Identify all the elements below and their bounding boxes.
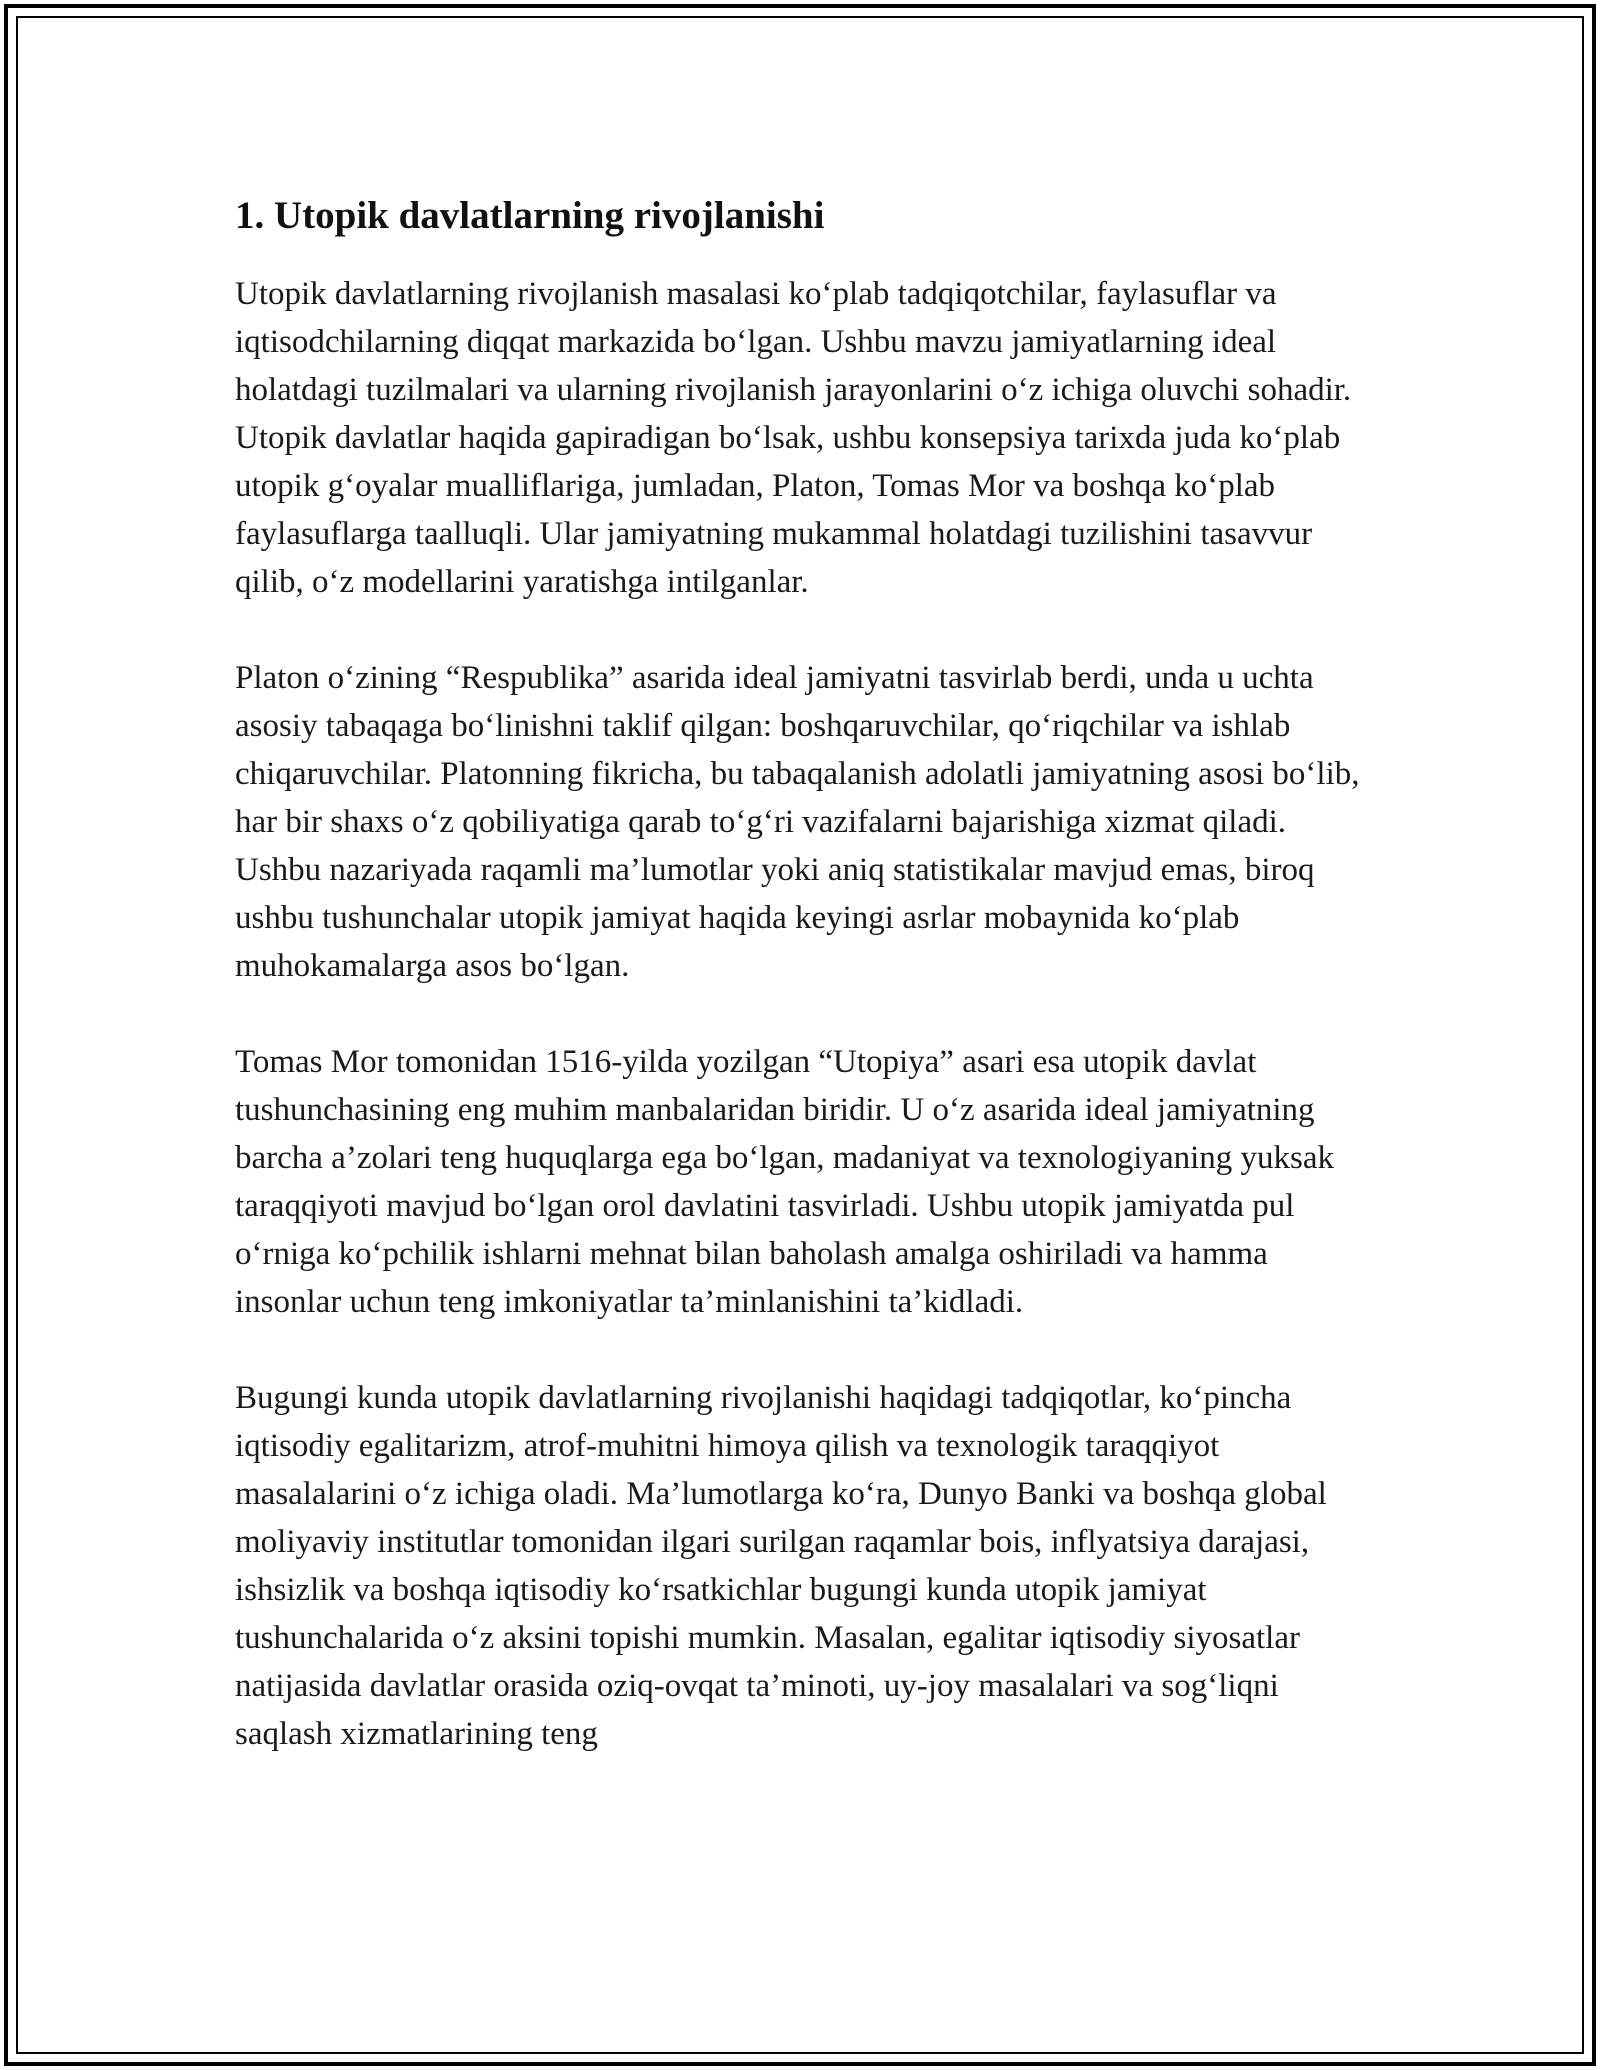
paragraph-4: Bugungi kunda utopik davlatlarning rivojlanishi haqidagi tadqiqotlar, ko‘pincha iqtisodiy egalitarizm, atrof-muhitni himoya qilish va texnologik taraqqiyot masalalarini o‘z ichiga oladi. Ma’lumotlarga ko‘ra, Dunyo Banki va boshqa global moliyaviy institutlar tomonidan ilgari surilgan raqamlar bois, inflyatsiya darajasi, ishsizlik va boshqa iqtisodiy ko‘rsatkichlar bugungi kunda utopik jamiyat tushunchalarida o‘z aksini topishi mumkin. Masalan, egalitar iqtisodiy siyosatlar natijasida davlatlar orasida oziq-ovqat ta’minoti, uy-joy masalalari va sog‘liqni saqlash xizmatlarining teng <box>235 1380 1327 1752</box>
section-heading: 1. Utopik davlatlarning rivojlanishi <box>235 194 825 237</box>
paragraph-3: Tomas Mor tomonidan 1516-yilda yozilgan “Utopiya” asari esa utopik davlat tushunchasining eng muhim manbalaridan biridir. U o‘z asarida ideal jamiyatning barcha a’zolari teng huquqlarga ega bo‘lgan, madaniyat va texnologiyaning yuksak taraqqiyoti mavjud bo‘lgan orol davlatini tasvirladi. Ushbu utopik jamiyatda pul o‘rniga ko‘pchilik ishlarni mehnat bilan baholash amalga oshiriladi va hamma insonlar uchun teng imkoniyatlar ta’minlanishini ta’kidladi. <box>235 1044 1335 1320</box>
document-body <box>235 186 1365 1758</box>
paragraph-1: Utopik davlatlarning rivojlanish masalasi ko‘plab tadqiqotchilar, faylasuflar va iqtisodchilarning diqqat markazida bo‘lgan. Ushbu mavzu jamiyatlarning ideal holatdagi tuzilmalari va ularning rivojlanish jarayonlarini o‘z ichiga oluvchi sohadir. Utopik davlatlar haqida gapiradigan bo‘lsak, ushbu konsepsiya tarixda juda ko‘plab utopik g‘oyalar mualliflariga, jumladan, Platon, Tomas Mor va boshqa ko‘plab faylasuflarga taalluqli. Ular jamiyatning mukammal holatdagi tuzilishini tasavvur qilib, o‘z modellarini yaratishga intilganlar. <box>235 276 1352 600</box>
paragraph-2: Platon o‘zining “Respublika” asarida ideal jamiyatni tasvirlab berdi, unda u uchta asosiy tabaqaga bo‘linishni taklif qilgan: boshqaruvchilar, qo‘riqchilar va ishlab chiqaruvchilar. Platonning fikricha, bu tabaqalanish adolatli jamiyatning asosi bo‘lib, har bir shaxs o‘z qobiliyatiga qarab to‘g‘ri vazifalarni bajarishiga xizmat qiladi. Ushbu nazariyada raqamli ma’lumotlar yoki aniq statistikalar mavjud emas, biroq ushbu tushunchalar utopik jamiyat haqida keyingi asrlar mobaynida ko‘plab muhokamalarga asos bo‘lgan. <box>235 660 1360 984</box>
